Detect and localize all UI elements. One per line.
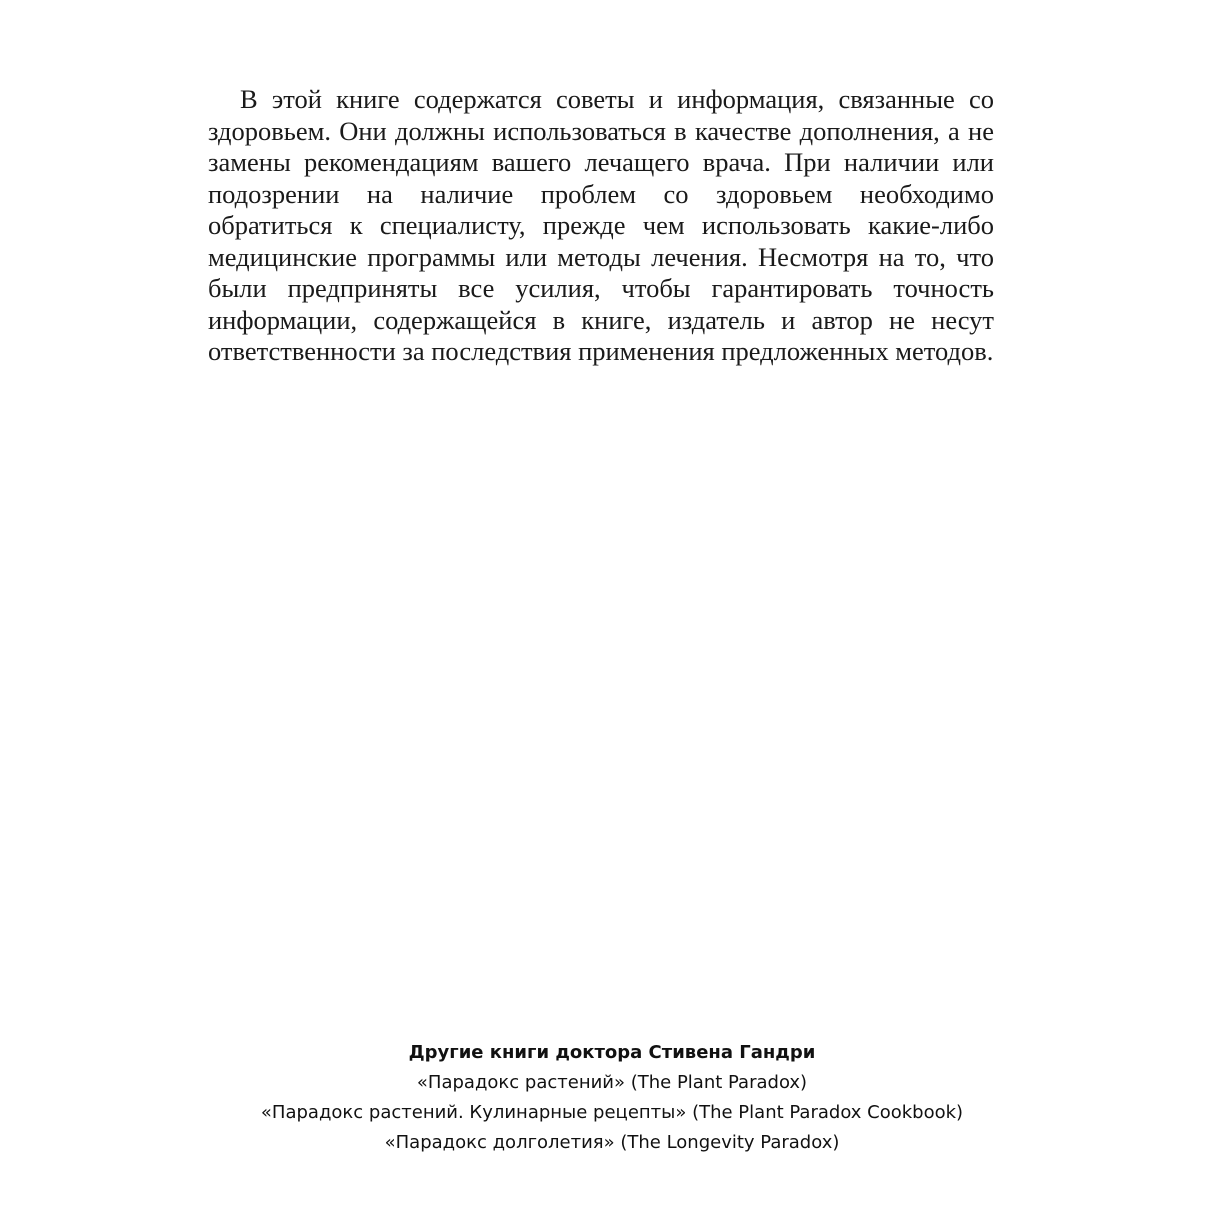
disclaimer-paragraph: В этой книге содержатся советы и информация, связанные со здоровьем. Они должны использоваться в качестве дополнения, а не замены рекомендациям вашего лечащего врача. При наличии или подозрении на наличие проблем со здоровьем необходимо обратиться к специалисту, прежде чем использовать какие-либо медицинские программы или методы лечения. Несмотря на то, что были предприняты все усилия, чтобы гарантировать точность информации, содержащейся в книге, издатель и автор не несут ответственности за последствия применения предложенных методов. xyxy=(208,84,994,366)
book-title: «Парадокс растений» (The Plant Paradox) xyxy=(416,1072,808,1093)
book-title: «Парадокс долголетия» (The Longevity Paradox) xyxy=(384,1132,840,1153)
book-title: «Парадокс растений. Кулинарные рецепты» (The Plant Paradox Cookbook) xyxy=(260,1102,964,1123)
other-books-section xyxy=(0,1038,1224,1158)
other-books-heading: Другие книги доктора Стивена Гандри xyxy=(408,1042,816,1063)
